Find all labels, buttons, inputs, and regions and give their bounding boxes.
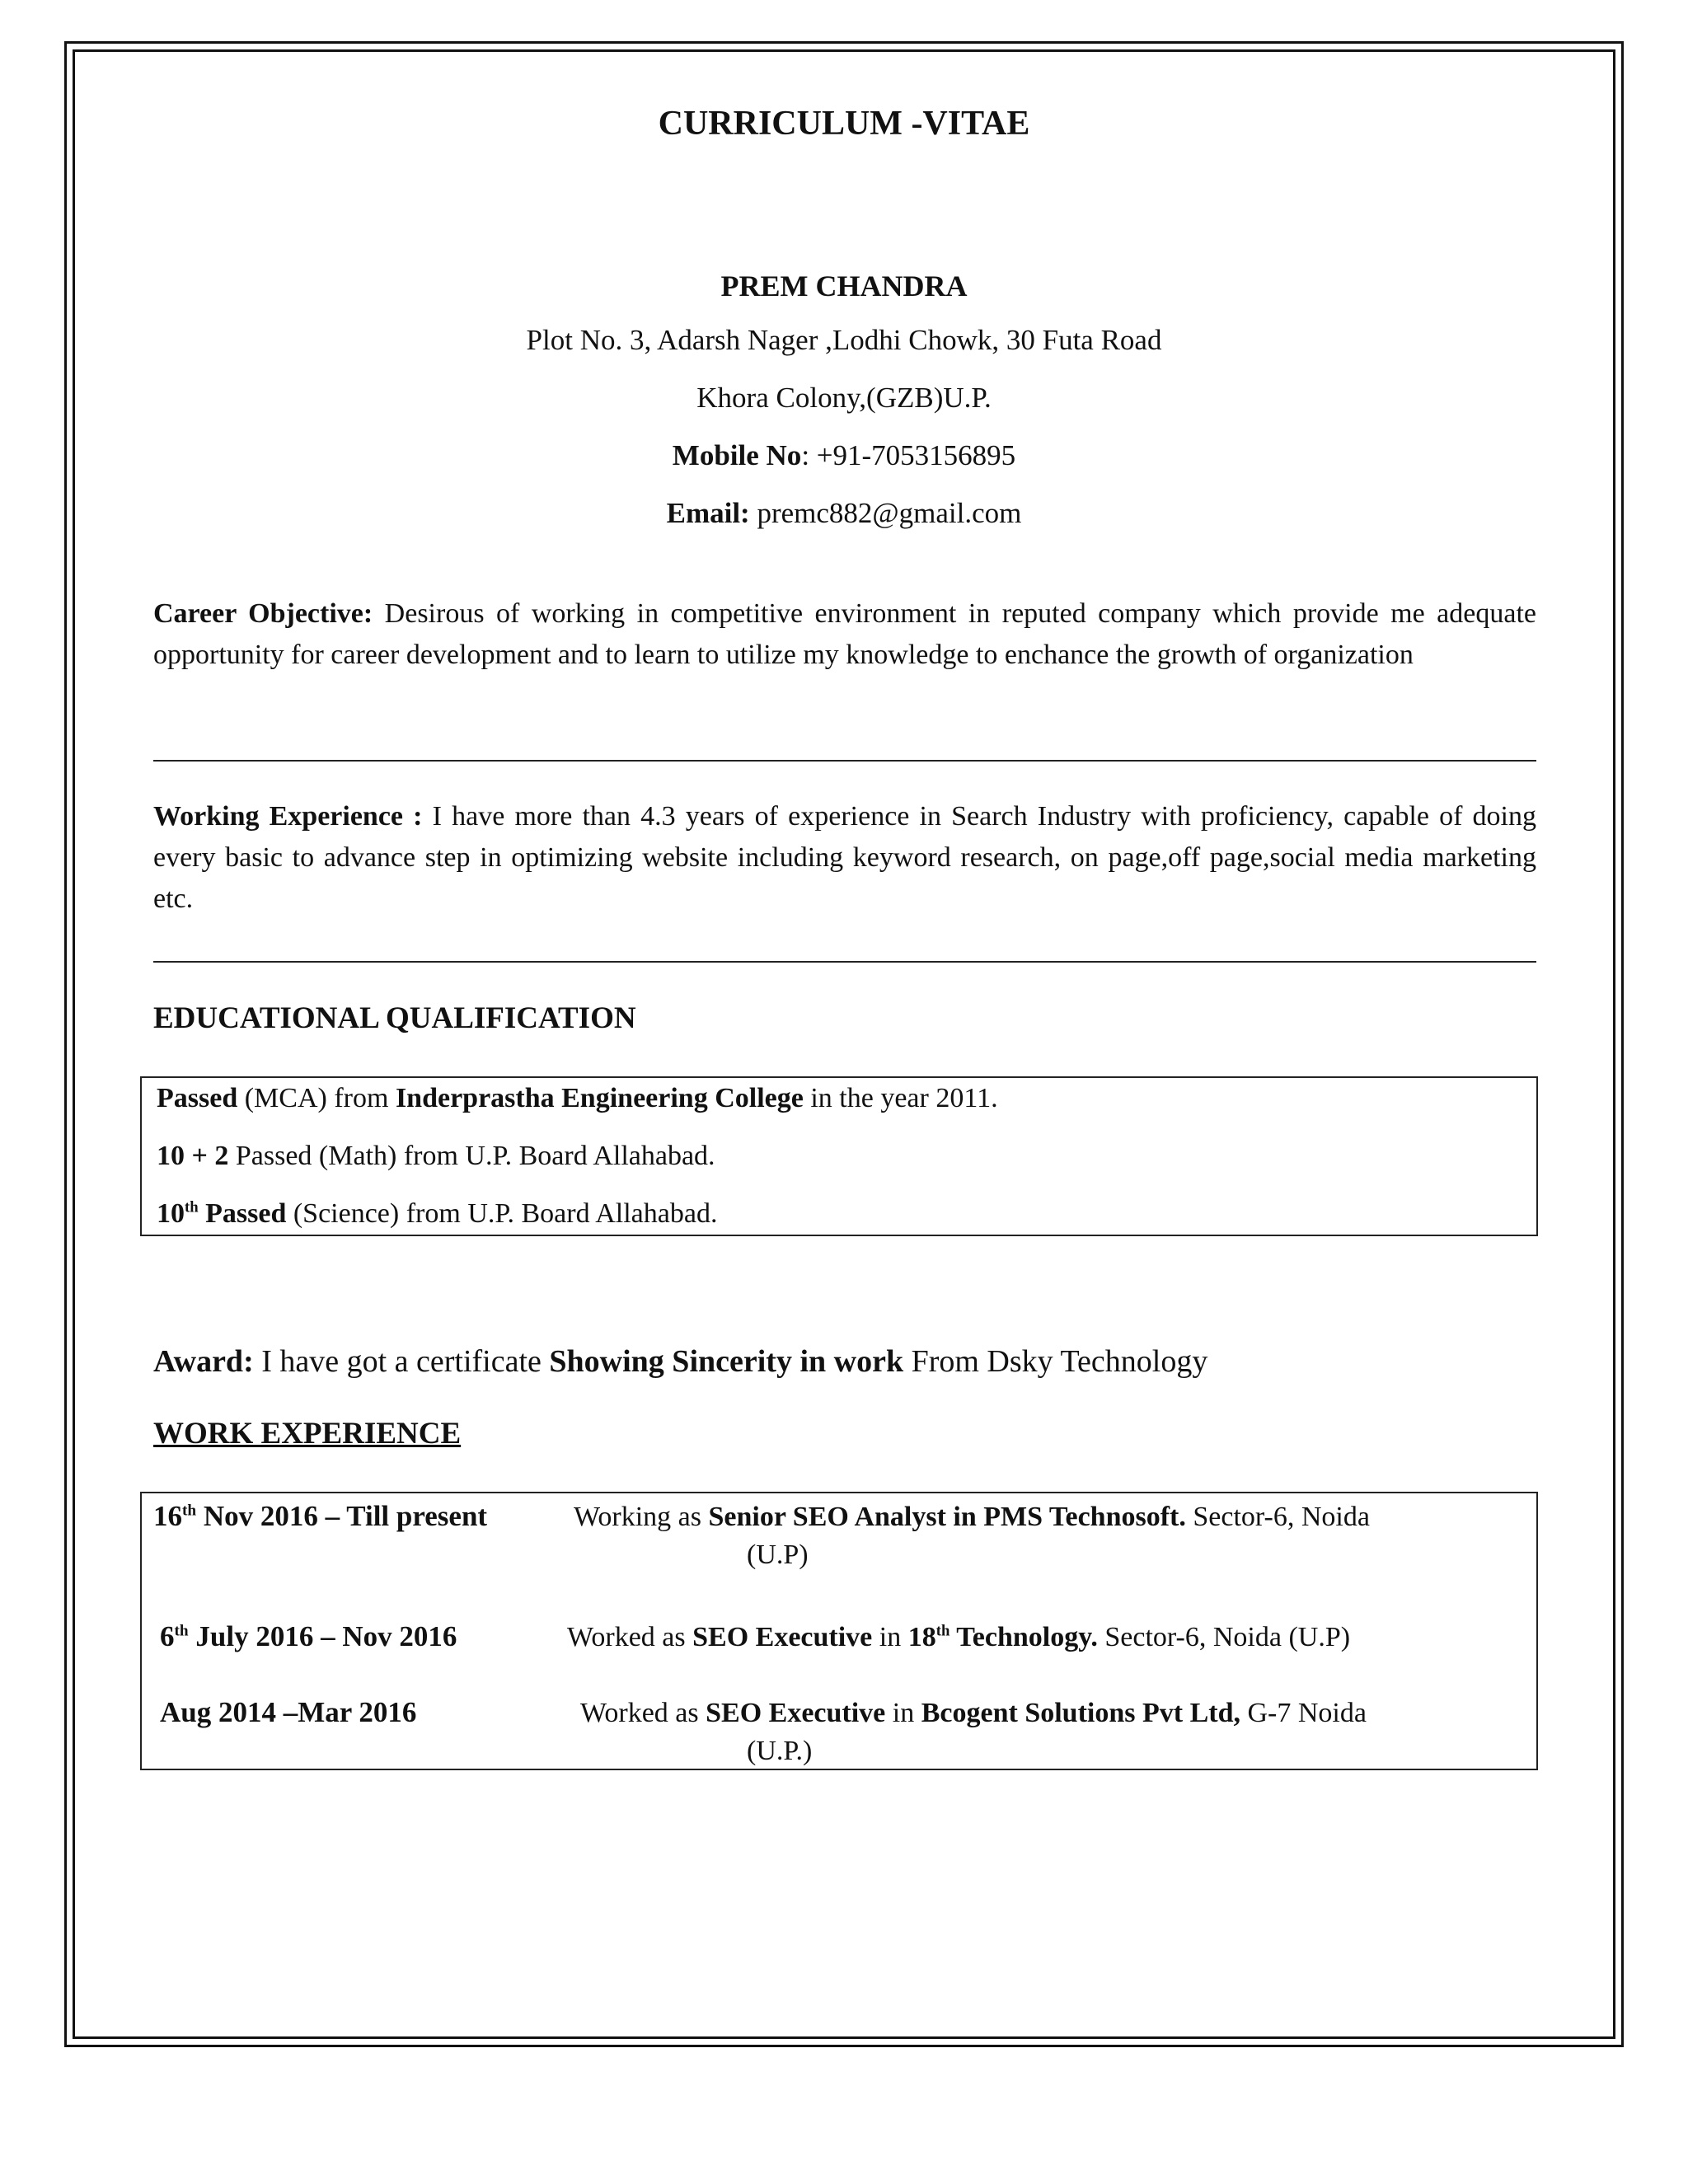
address-line-2: Khora Colony,(GZB)U.P. <box>696 382 992 414</box>
career-objective-label: Career Objective: <box>153 598 373 629</box>
mobile-label: Mobile No <box>672 439 802 471</box>
education-row-mca <box>157 1083 998 1114</box>
award-bold: Showing Sincerity in work <box>549 1344 904 1379</box>
job3-description <box>580 1698 1367 1729</box>
career-objective-text: Desirous of working in competitive environment in reputed company which provide me adequate opportunity for career development and to learn to utilize my knowledge to enchance the growth of organization <box>153 598 1536 670</box>
job1-role: Senior SEO Analyst in PMS Technosoft. <box>708 1502 1186 1532</box>
job2-date-sup: th <box>174 1622 189 1640</box>
edu-row2-text: Passed (Math) from U.P. Board Allahabad. <box>228 1141 715 1171</box>
edu-row1-bold-1: Passed <box>157 1083 238 1113</box>
edu-row3-bold: Passed <box>198 1198 287 1229</box>
job3-location: G-7 Noida <box>1240 1698 1367 1728</box>
edu-row3-sup: th <box>185 1198 199 1216</box>
job1-location: Sector-6, Noida <box>1185 1502 1370 1532</box>
edu-row2-bold: 10 + 2 <box>157 1141 229 1171</box>
job3-dates: Aug 2014 –Mar 2016 <box>160 1696 417 1728</box>
job3-mid: in <box>885 1698 921 1728</box>
mobile-line <box>0 439 1688 472</box>
job2-mid: in <box>872 1622 908 1652</box>
edu-row3-num: 10 <box>157 1198 185 1229</box>
candidate-name: PREM CHANDRA <box>720 269 968 302</box>
working-experience-text: I have more than 4.3 years of experience in Search Industry with proficiency, capable of doing every basic to advance step in optimizing website including keyword research, on page,off page,social media marketing etc. <box>153 801 1536 914</box>
job2-role: SEO Executive <box>692 1622 873 1652</box>
job2-dates <box>160 1620 457 1653</box>
education-row-12th <box>157 1141 715 1172</box>
job1-prefix: Working as <box>574 1502 709 1532</box>
edu-row3-text: (Science) from U.P. Board Allahabad. <box>286 1198 718 1229</box>
job3-company: Bcogent Solutions Pvt Ltd, <box>921 1698 1240 1728</box>
address-line-1: Plot No. 3, Adarsh Nager ,Lodhi Chowk, 30 Futa Road <box>526 324 1162 356</box>
edu-row1-text-2: in the year 2011. <box>803 1083 998 1113</box>
job2-location: Sector-6, Noida (U.P) <box>1097 1622 1351 1652</box>
working-experience-summary <box>153 796 1536 920</box>
job1-date-sup: th <box>182 1502 197 1520</box>
job1-date-day: 16 <box>153 1500 182 1532</box>
job2-date-rest: July 2016 – Nov 2016 <box>188 1620 457 1652</box>
job2-date-day: 6 <box>160 1620 175 1652</box>
email-line <box>0 497 1688 530</box>
job3-location-cont: (U.P.) <box>747 1736 813 1766</box>
education-row-10th <box>157 1198 717 1230</box>
job1-date-rest: Nov 2016 – Till present <box>196 1500 488 1532</box>
job1-location-cont: (U.P) <box>747 1540 809 1570</box>
email-value: premc882@gmail.com <box>749 497 1022 529</box>
job2-description <box>567 1622 1350 1653</box>
education-heading: EDUCATIONAL QUALIFICATION <box>153 1001 636 1035</box>
job3-prefix: Worked as <box>580 1698 706 1728</box>
divider <box>153 760 1536 762</box>
work-experience-heading: WORK EXPERIENCE <box>153 1417 462 1451</box>
job2-prefix: Worked as <box>567 1622 693 1652</box>
mobile-value: : +91-7053156895 <box>801 439 1016 471</box>
job2-company: Technology. <box>950 1622 1098 1652</box>
award-line <box>153 1343 1207 1380</box>
job1-description <box>574 1502 1370 1533</box>
award-label: Award: <box>153 1344 254 1379</box>
edu-row1-college: Inderprastha Engineering College <box>395 1083 804 1113</box>
edu-row1-text-1: (MCA) from <box>237 1083 396 1113</box>
career-objective <box>153 593 1536 676</box>
email-label: Email: <box>666 497 750 529</box>
document-title: CURRICULUM -VITAE <box>658 105 1030 143</box>
award-text-2: From Dsky Technology <box>903 1344 1208 1379</box>
divider <box>153 961 1536 963</box>
job2-company-num: 18 <box>907 1622 936 1652</box>
job1-dates <box>153 1500 487 1533</box>
working-experience-label: Working Experience : <box>153 801 423 832</box>
job3-role: SEO Executive <box>706 1698 886 1728</box>
award-text-1: I have got a certificate <box>253 1344 550 1379</box>
job2-company-sup: th <box>935 1622 950 1640</box>
